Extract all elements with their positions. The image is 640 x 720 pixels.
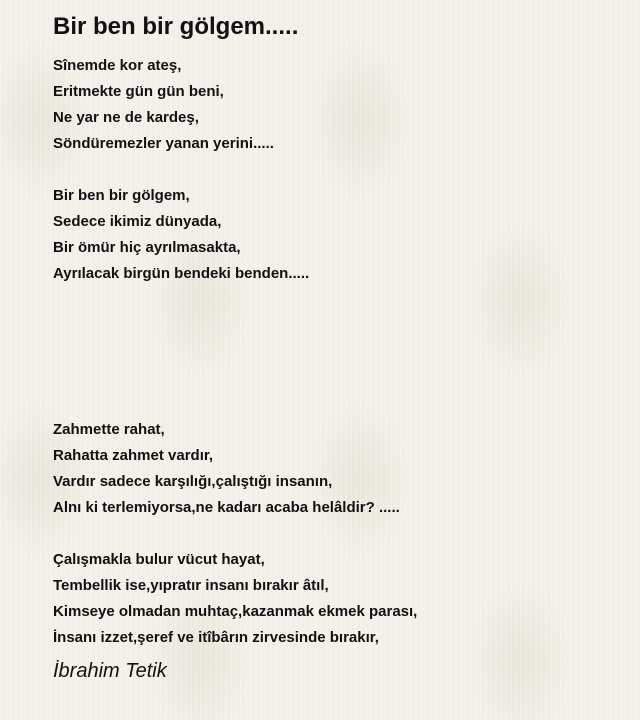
poem-line: Vardır sadece karşılığı,çalıştığı insanın, xyxy=(53,473,333,490)
stanza-1 xyxy=(53,53,623,157)
stanza-2 xyxy=(53,183,623,287)
poem-line: Alnı ki terlemiyorsa,ne kadarı acaba helâldir? ..... xyxy=(53,499,400,516)
poem-line: Kimseye olmadan muhtaç,kazanmak ekmek parası, xyxy=(53,603,418,620)
poem-line: Zahmette rahat, xyxy=(53,421,165,438)
poem-line: Çalışmakla bulur vücut hayat, xyxy=(53,551,265,568)
poem-author: İbrahim Tetik xyxy=(53,660,167,682)
poem-line: Ne yar ne de kardeş, xyxy=(53,109,199,126)
poem-title: Bir ben bir gölgem..... xyxy=(53,13,299,40)
poem-line: Sedece ikimiz dünyada, xyxy=(53,213,222,230)
poem-line: İnsanı izzet,şeref ve itîbârın zirvesinde bırakır, xyxy=(53,629,379,646)
stanza-3 xyxy=(53,417,623,521)
poem-line: Tembellik ise,yıpratır insanı bırakır âtıl, xyxy=(53,577,329,594)
poem-body xyxy=(53,53,623,651)
poem-line: Eritmekte gün gün beni, xyxy=(53,83,224,100)
section-gap xyxy=(53,287,623,417)
poem-line: Rahatta zahmet vardır, xyxy=(53,447,214,464)
poem-line: Söndüremezler yanan yerini..... xyxy=(53,135,274,152)
poem-line: Sînemde kor ateş, xyxy=(53,57,182,74)
stanza-gap xyxy=(53,157,623,183)
poem-line: Bir ben bir gölgem, xyxy=(53,187,190,204)
stanza-gap xyxy=(53,521,623,547)
poem-line: Bir ömür hiç ayrılmasakta, xyxy=(53,239,241,256)
stanza-4 xyxy=(53,547,623,651)
poem-line: Ayrılacak birgün bendeki benden..... xyxy=(53,265,310,282)
